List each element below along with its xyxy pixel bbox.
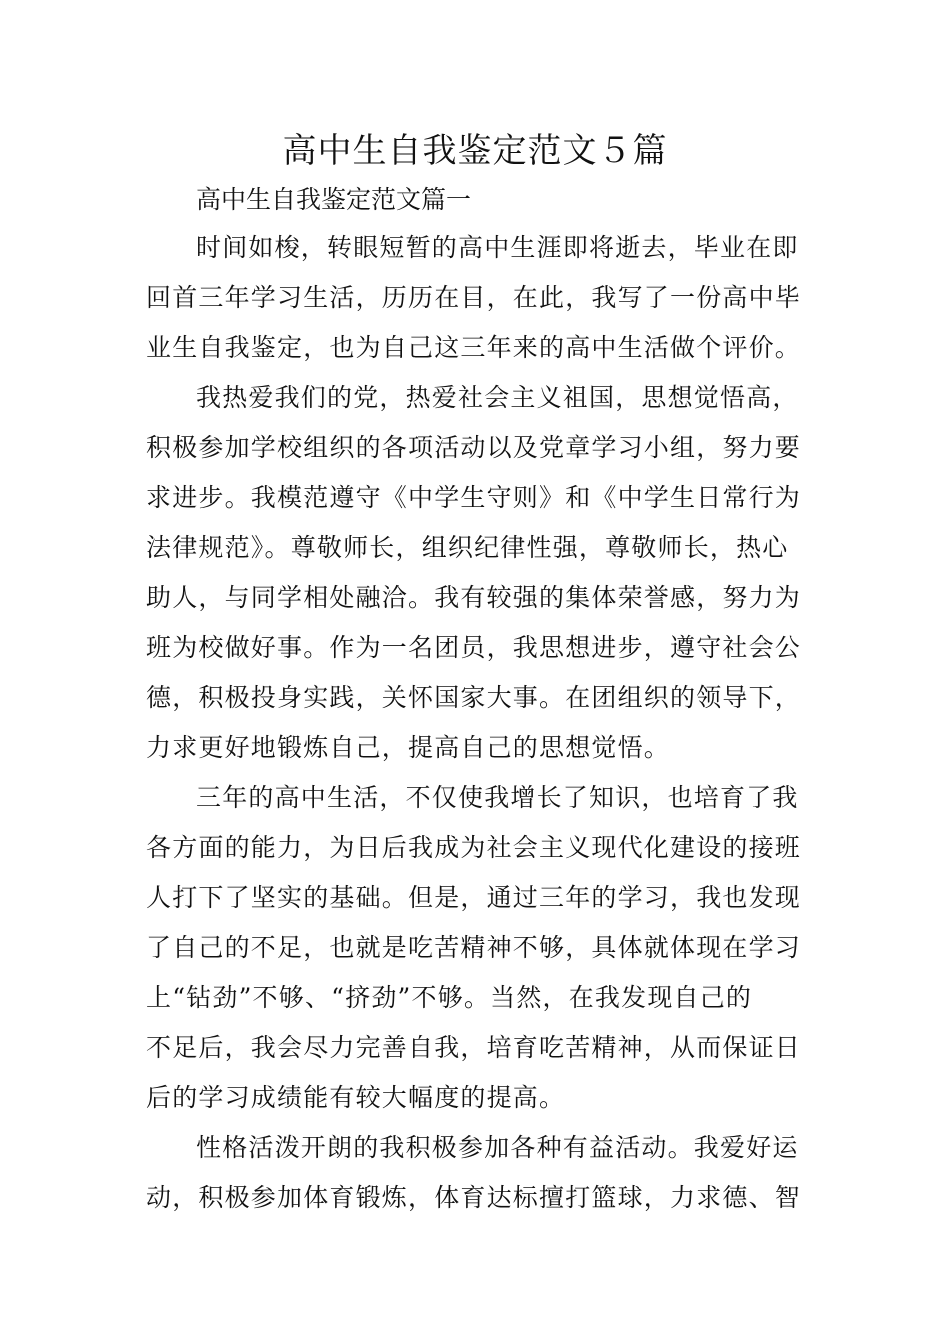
text-line: 后的学习成绩能有较大幅度的提高。: [146, 1083, 566, 1112]
text-line: 我热爱我们的党，热爱社会主义祖国，思想觉悟高，: [196, 383, 799, 412]
text-line: 上“钻劲”不够、“挤劲”不够。当然，在我发现自己的: [146, 983, 753, 1012]
text-line: 法律规范》。尊敬师长，组织纪律性强，尊敬师长，热心: [146, 533, 789, 562]
text-line: 业生自我鉴定，也为自己这三年来的高中生活做个评价。: [146, 333, 802, 362]
text-line: 性格活泼开朗的我积极参加各种有益活动。我爱好运: [196, 1133, 799, 1162]
text-line: 各方面的能力，为日后我成为社会主义现代化建设的接班: [146, 833, 802, 862]
text-line: 时间如梭，转眼短暂的高中生涯即将逝去，毕业在即: [196, 233, 799, 262]
text-line: 三年的高中生活，不仅使我增长了知识，也培育了我: [196, 783, 799, 812]
text-line: 动，积极参加体育锻炼，体育达标擅打篮球，力求德、智: [146, 1183, 802, 1212]
text-line: 人打下了坚实的基础。但是，通过三年的学习，我也发现: [146, 883, 802, 912]
text-line: 班为校做好事。作为一名团员，我思想进步，遵守社会公: [146, 633, 802, 662]
text-line: 德，积极投身实践，关怀国家大事。在团组织的领导下，: [146, 683, 802, 712]
document-title: 高中生自我鉴定范文５篇: [282, 131, 668, 171]
text-line: 回首三年学习生活，历历在目，在此，我写了一份高中毕: [146, 283, 802, 312]
text-line: 了自己的不足，也就是吃苦精神不够，具体就体现在学习: [146, 933, 802, 962]
text-line: 求进步。我模范遵守《中学生守则》和《中学生日常行为: [146, 483, 802, 512]
text-line: 积极参加学校组织的各项活动以及党章学习小组，努力要: [146, 433, 802, 462]
text-line: 助人，与同学相处融洽。我有较强的集体荣誉感，努力为: [146, 583, 802, 612]
section-heading: 高中生自我鉴定范文篇一: [196, 185, 472, 214]
text-line: 不足后，我会尽力完善自我，培育吃苦精神，从而保证日: [146, 1033, 802, 1062]
text-line: 力求更好地锻炼自己，提高自己的思想觉悟。: [146, 733, 671, 762]
